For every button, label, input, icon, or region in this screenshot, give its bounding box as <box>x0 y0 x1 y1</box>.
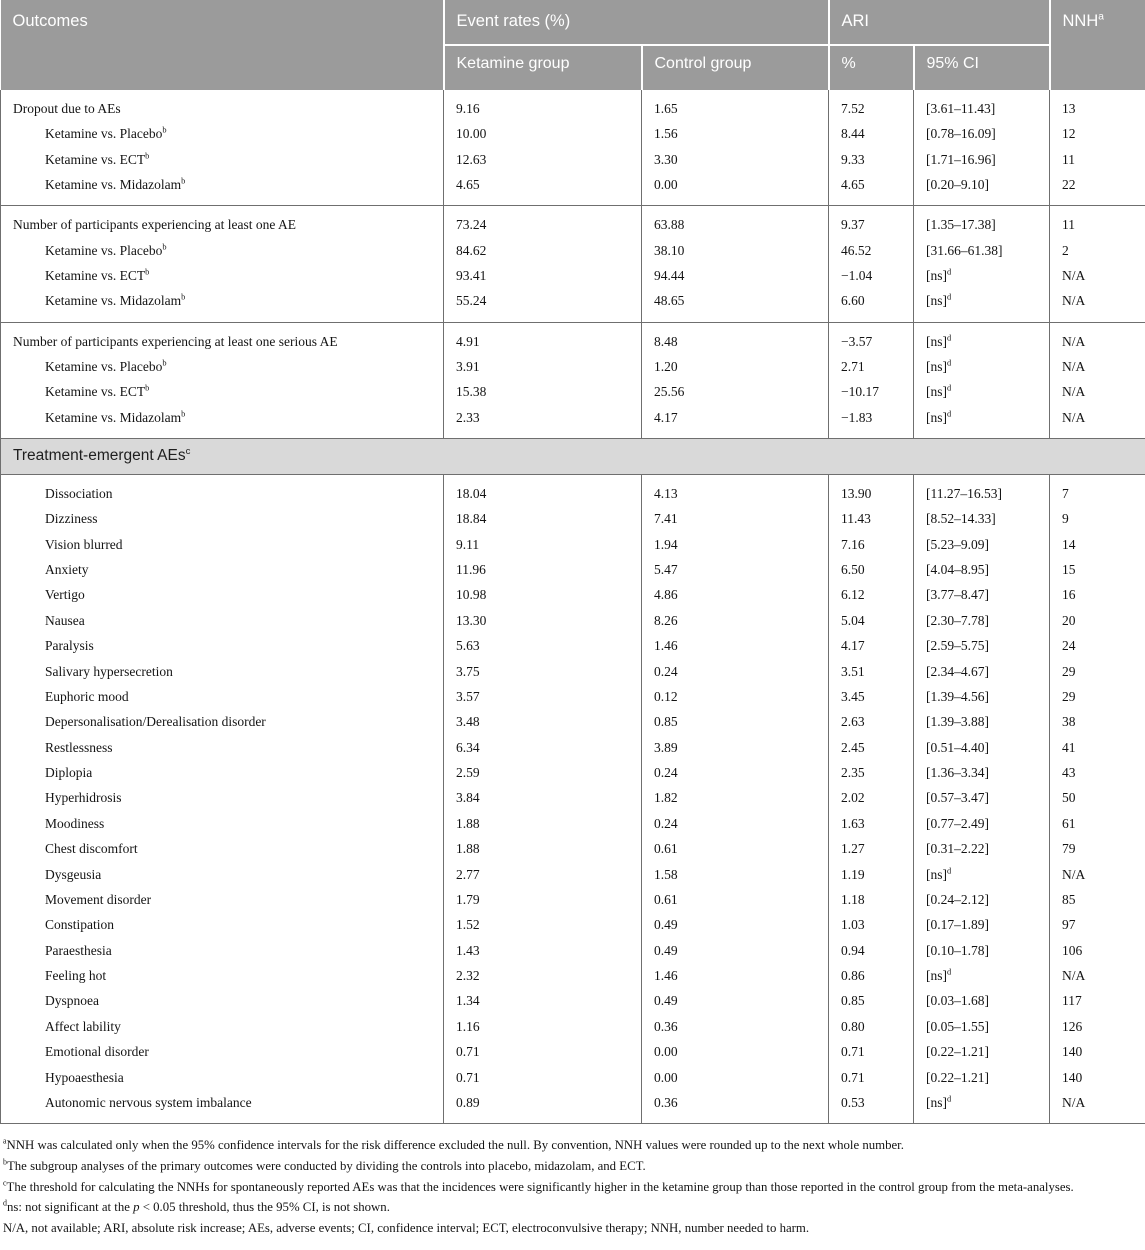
nnh-cell: 50 <box>1050 786 1145 811</box>
ari-percent-cell: 2.02 <box>829 786 914 811</box>
ci-cell: [0.31–2.22] <box>914 837 1050 862</box>
nnh-cell: N/A <box>1050 862 1145 887</box>
nnh-cell: 106 <box>1050 938 1145 963</box>
ketamine-rate-cell: 9.11 <box>444 532 642 557</box>
ci-cell: [0.05–1.55] <box>914 1014 1050 1039</box>
ketamine-rate-cell: 1.43 <box>444 938 642 963</box>
control-rate-cell: 4.13 <box>642 474 829 506</box>
outcome-label-cell: Moodiness <box>1 811 444 836</box>
table-row <box>1 122 1145 147</box>
outcome-label-cell: Ketamine vs. Placebo$^b$ <box>1 354 444 379</box>
ketamine-rate-cell: 10.00 <box>444 122 642 147</box>
ketamine-rate-cell: 2.59 <box>444 760 642 785</box>
nnh-cell: 11 <box>1050 206 1145 238</box>
control-rate-cell: 1.46 <box>642 634 829 659</box>
nnh-cell: 12 <box>1050 122 1145 147</box>
ari-percent-cell: 1.63 <box>829 811 914 836</box>
table-row <box>1 474 1145 506</box>
ci-cell: [ns]$^d$ <box>914 354 1050 379</box>
outcome-label-cell: Autonomic nervous system imbalance <box>1 1090 444 1123</box>
ari-percent-cell: 0.80 <box>829 1014 914 1039</box>
table-row <box>1 862 1145 887</box>
ketamine-rate-cell: 2.33 <box>444 405 642 438</box>
ci-cell: [8.52–14.33] <box>914 507 1050 532</box>
ci-cell: [3.61–11.43] <box>914 90 1050 122</box>
footnote: $^a$NNH was calculated only when the 95% confidence intervals for the risk difference excluded the null. By convention, NNH values were rounded up to the next whole number. <box>3 1136 904 1153</box>
ari-percent-cell: 7.16 <box>829 532 914 557</box>
ci-cell: [ns]$^d$ <box>914 405 1050 438</box>
ari-percent-cell: 3.45 <box>829 684 914 709</box>
ari-percent-cell: 1.27 <box>829 837 914 862</box>
nnh-cell: 15 <box>1050 557 1145 582</box>
ketamine-rate-cell: 4.65 <box>444 173 642 206</box>
ketamine-rate-cell: 9.16 <box>444 90 642 122</box>
outcome-label-cell: Dizziness <box>1 507 444 532</box>
ari-percent-cell: 13.90 <box>829 474 914 506</box>
ci-cell: [0.03–1.68] <box>914 989 1050 1014</box>
nnh-cell: 140 <box>1050 1040 1145 1065</box>
control-rate-cell: 4.86 <box>642 583 829 608</box>
nnh-cell: 2 <box>1050 238 1145 263</box>
table-row <box>1 90 1145 122</box>
outcome-label-cell: Constipation <box>1 913 444 938</box>
ci-cell: [1.39–4.56] <box>914 684 1050 709</box>
table-row <box>1 760 1145 785</box>
section-band <box>1 438 1145 474</box>
ari-percent-cell: −10.17 <box>829 380 914 405</box>
control-rate-cell: 1.46 <box>642 963 829 988</box>
ketamine-rate-cell: 3.84 <box>444 786 642 811</box>
footnote: $^d$ns: not significant at the p < 0.05 threshold, thus the 95% CI, is not shown. <box>3 1199 390 1215</box>
outcome-label-cell: Salivary hypersecretion <box>1 659 444 684</box>
nnh-cell: 29 <box>1050 659 1145 684</box>
ketamine-rate-cell: 1.16 <box>444 1014 642 1039</box>
col-header-event-rates: Event rates (%) <box>444 0 829 45</box>
ci-cell: [0.17–1.89] <box>914 913 1050 938</box>
nnh-cell: 11 <box>1050 147 1145 172</box>
ci-cell: [1.39–3.88] <box>914 710 1050 735</box>
ci-cell: [5.23–9.09] <box>914 532 1050 557</box>
ari-percent-cell: −1.83 <box>829 405 914 438</box>
outcome-label-cell: Movement disorder <box>1 887 444 912</box>
nnh-cell: 41 <box>1050 735 1145 760</box>
ketamine-rate-cell: 3.75 <box>444 659 642 684</box>
table-row <box>1 147 1145 172</box>
ci-cell: [ns]$^d$ <box>914 862 1050 887</box>
outcome-label-cell: Hypoaesthesia <box>1 1065 444 1090</box>
ketamine-rate-cell: 4.91 <box>444 322 642 354</box>
control-rate-cell: 94.44 <box>642 263 829 288</box>
outcome-label-cell: Paraesthesia <box>1 938 444 963</box>
ari-percent-cell: 5.04 <box>829 608 914 633</box>
section-header-treatment-emergent-aes: Treatment-emergent AEs$^c$ <box>1 438 1145 474</box>
outcome-label-cell: Ketamine vs. Midazolam$^b$ <box>1 173 444 206</box>
nnh-cell: 97 <box>1050 913 1145 938</box>
outcome-label-cell: Number of participants experiencing at least one serious AE <box>1 322 444 354</box>
ketamine-rate-cell: 6.34 <box>444 735 642 760</box>
nnh-cell: N/A <box>1050 263 1145 288</box>
ari-percent-cell: 0.71 <box>829 1040 914 1065</box>
nnh-cell: 126 <box>1050 1014 1145 1039</box>
control-rate-cell: 1.58 <box>642 862 829 887</box>
ketamine-rate-cell: 2.32 <box>444 963 642 988</box>
ci-cell: [0.51–4.40] <box>914 735 1050 760</box>
table-row <box>1 837 1145 862</box>
ci-cell: [31.66–61.38] <box>914 238 1050 263</box>
ci-cell: [0.24–2.12] <box>914 887 1050 912</box>
ari-percent-cell: 3.51 <box>829 659 914 684</box>
control-rate-cell: 0.61 <box>642 887 829 912</box>
ari-percent-cell: 4.17 <box>829 634 914 659</box>
ci-cell: [1.35–17.38] <box>914 206 1050 238</box>
ketamine-rate-cell: 0.71 <box>444 1065 642 1090</box>
ketamine-rate-cell: 0.89 <box>444 1090 642 1123</box>
control-rate-cell: 0.12 <box>642 684 829 709</box>
table-row <box>1 322 1145 354</box>
outcome-label-cell: Paralysis <box>1 634 444 659</box>
control-rate-cell: 5.47 <box>642 557 829 582</box>
ci-cell: [1.36–3.34] <box>914 760 1050 785</box>
nnh-cell: 16 <box>1050 583 1145 608</box>
outcome-label-cell: Dropout due to AEs <box>1 90 444 122</box>
ketamine-rate-cell: 3.48 <box>444 710 642 735</box>
ari-percent-cell: 2.45 <box>829 735 914 760</box>
ketamine-rate-cell: 11.96 <box>444 557 642 582</box>
ketamine-rate-cell: 13.30 <box>444 608 642 633</box>
nnh-cell: 140 <box>1050 1065 1145 1090</box>
ari-percent-cell: 0.86 <box>829 963 914 988</box>
ketamine-rate-cell: 3.91 <box>444 354 642 379</box>
ketamine-rate-cell: 84.62 <box>444 238 642 263</box>
ari-percent-cell: 9.37 <box>829 206 914 238</box>
ci-cell: [0.22–1.21] <box>914 1040 1050 1065</box>
control-rate-cell: 4.17 <box>642 405 829 438</box>
control-rate-cell: 1.82 <box>642 786 829 811</box>
ari-percent-cell: 2.35 <box>829 760 914 785</box>
outcome-group <box>1 90 1145 206</box>
control-rate-cell: 0.36 <box>642 1090 829 1123</box>
ketamine-rate-cell: 93.41 <box>444 263 642 288</box>
control-rate-cell: 7.41 <box>642 507 829 532</box>
nnh-cell: 38 <box>1050 710 1145 735</box>
table-row <box>1 532 1145 557</box>
outcome-group <box>1 206 1145 322</box>
control-rate-cell: 0.24 <box>642 811 829 836</box>
ci-cell: [ns]$^d$ <box>914 380 1050 405</box>
nnh-cell: N/A <box>1050 405 1145 438</box>
ari-percent-cell: 0.53 <box>829 1090 914 1123</box>
footnote: $^c$The threshold for calculating the NNHs for spontaneously reported AEs was that the incidences were significantly higher in the ketamine group than those reported in the control group from the meta-analyses. <box>3 1178 1074 1194</box>
outcome-label-cell: Ketamine vs. Placebo$^b$ <box>1 238 444 263</box>
table-row <box>1 354 1145 379</box>
table-row <box>1 1090 1145 1123</box>
footnote: $^b$The subgroup analyses of the primary outcomes were conducted by dividing the controls into placebo, midazolam, and ECT. <box>3 1157 646 1173</box>
outcome-label-cell: Chest discomfort <box>1 837 444 862</box>
ci-cell: [ns]$^d$ <box>914 289 1050 322</box>
ketamine-rate-cell: 0.71 <box>444 1040 642 1065</box>
table-row <box>1 634 1145 659</box>
col-header-control-group: Control group <box>642 45 829 90</box>
col-header-95ci: 95% CI <box>914 45 1050 90</box>
footnotes <box>0 1124 1145 1245</box>
ketamine-rate-cell: 18.04 <box>444 474 642 506</box>
ketamine-rate-cell: 73.24 <box>444 206 642 238</box>
col-header-ketamine-group: Ketamine group <box>444 45 642 90</box>
outcome-label-cell: Ketamine vs. Midazolam$^b$ <box>1 289 444 322</box>
control-rate-cell: 38.10 <box>642 238 829 263</box>
outcome-label-cell: Restlessness <box>1 735 444 760</box>
table-row <box>1 913 1145 938</box>
ari-percent-cell: 1.03 <box>829 913 914 938</box>
nnh-cell: 43 <box>1050 760 1145 785</box>
ketamine-rate-cell: 55.24 <box>444 289 642 322</box>
nnh-cell: 79 <box>1050 837 1145 862</box>
control-rate-cell: 0.24 <box>642 760 829 785</box>
ci-cell: [2.30–7.78] <box>914 608 1050 633</box>
control-rate-cell: 8.26 <box>642 608 829 633</box>
ketamine-rate-cell: 12.63 <box>444 147 642 172</box>
table-row <box>1 238 1145 263</box>
outcome-label-cell: Dissociation <box>1 474 444 506</box>
col-header-outcomes: Outcomes <box>1 0 444 90</box>
ketamine-rate-cell: 5.63 <box>444 634 642 659</box>
ci-cell: [ns]$^d$ <box>914 263 1050 288</box>
nnh-cell: N/A <box>1050 963 1145 988</box>
control-rate-cell: 1.20 <box>642 354 829 379</box>
control-rate-cell: 0.00 <box>642 1040 829 1065</box>
table-row <box>1 1040 1145 1065</box>
nnh-superscript: a <box>1098 11 1104 23</box>
outcome-label-cell: Euphoric mood <box>1 684 444 709</box>
ari-percent-cell: 2.71 <box>829 354 914 379</box>
ae-group <box>1 474 1145 1123</box>
table-row <box>1 659 1145 684</box>
table-row <box>1 735 1145 760</box>
control-rate-cell: 48.65 <box>642 289 829 322</box>
ketamine-rate-cell: 10.98 <box>444 583 642 608</box>
control-rate-cell: 3.30 <box>642 147 829 172</box>
ci-cell: [ns]$^d$ <box>914 1090 1050 1123</box>
table-row <box>1 684 1145 709</box>
nnh-cell: 61 <box>1050 811 1145 836</box>
outcome-label-cell: Emotional disorder <box>1 1040 444 1065</box>
nnh-cell: 117 <box>1050 989 1145 1014</box>
nnh-cell: 24 <box>1050 634 1145 659</box>
ari-percent-cell: 0.94 <box>829 938 914 963</box>
ari-percent-cell: 6.12 <box>829 583 914 608</box>
nnh-cell: 9 <box>1050 507 1145 532</box>
control-rate-cell: 0.61 <box>642 837 829 862</box>
ci-cell: [3.77–8.47] <box>914 583 1050 608</box>
ci-cell: [ns]$^d$ <box>914 963 1050 988</box>
ci-cell: [4.04–8.95] <box>914 557 1050 582</box>
ari-percent-cell: 6.60 <box>829 289 914 322</box>
outcome-label-cell: Ketamine vs. ECT$^b$ <box>1 380 444 405</box>
col-header-nnh <box>1050 0 1145 90</box>
nnh-cell: 29 <box>1050 684 1145 709</box>
ci-cell: [2.59–5.75] <box>914 634 1050 659</box>
outcome-label-cell: Ketamine vs. Midazolam$^b$ <box>1 405 444 438</box>
ari-percent-cell: 2.63 <box>829 710 914 735</box>
control-rate-cell: 0.49 <box>642 989 829 1014</box>
outcome-label-cell: Ketamine vs. ECT$^b$ <box>1 263 444 288</box>
ketamine-rate-cell: 3.57 <box>444 684 642 709</box>
nnh-label: NNH <box>1062 12 1099 30</box>
table-header <box>1 0 1145 90</box>
table-row <box>1 963 1145 988</box>
control-rate-cell: 0.49 <box>642 913 829 938</box>
nnh-cell: 22 <box>1050 173 1145 206</box>
control-rate-cell: 0.85 <box>642 710 829 735</box>
outcome-label-cell: Vision blurred <box>1 532 444 557</box>
control-rate-cell: 1.65 <box>642 90 829 122</box>
ci-cell: [2.34–4.67] <box>914 659 1050 684</box>
control-rate-cell: 0.00 <box>642 173 829 206</box>
control-rate-cell: 0.24 <box>642 659 829 684</box>
ari-percent-cell: 6.50 <box>829 557 914 582</box>
ari-percent-cell: 1.18 <box>829 887 914 912</box>
ketamine-rate-cell: 1.88 <box>444 837 642 862</box>
nnh-cell: 20 <box>1050 608 1145 633</box>
control-rate-cell: 1.56 <box>642 122 829 147</box>
ci-cell: [ns]$^d$ <box>914 322 1050 354</box>
outcome-label-cell: Affect lability <box>1 1014 444 1039</box>
ci-cell: [0.22–1.21] <box>914 1065 1050 1090</box>
table-row <box>1 583 1145 608</box>
table-row <box>1 710 1145 735</box>
outcome-label-cell: Nausea <box>1 608 444 633</box>
outcome-label-cell: Depersonalisation/Derealisation disorder <box>1 710 444 735</box>
table-row <box>1 811 1145 836</box>
control-rate-cell: 0.00 <box>642 1065 829 1090</box>
ci-cell: [0.10–1.78] <box>914 938 1050 963</box>
ketamine-rate-cell: 1.52 <box>444 913 642 938</box>
table-row <box>1 173 1145 206</box>
ci-cell: [0.20–9.10] <box>914 173 1050 206</box>
nnh-cell: N/A <box>1050 289 1145 322</box>
outcome-label-cell: Dysgeusia <box>1 862 444 887</box>
col-header-ari: ARI <box>829 0 1050 45</box>
table-row <box>1 380 1145 405</box>
ketamine-rate-cell: 1.79 <box>444 887 642 912</box>
ari-percent-cell: 0.71 <box>829 1065 914 1090</box>
ari-percent-cell: −3.57 <box>829 322 914 354</box>
table-row <box>1 405 1145 438</box>
outcome-label-cell: Dyspnoea <box>1 989 444 1014</box>
nnh-cell: 85 <box>1050 887 1145 912</box>
outcome-group <box>1 322 1145 438</box>
ketamine-rate-cell: 15.38 <box>444 380 642 405</box>
nnh-cell: 14 <box>1050 532 1145 557</box>
outcome-label-cell: Number of participants experiencing at least one AE <box>1 206 444 238</box>
table-row <box>1 887 1145 912</box>
control-rate-cell: 8.48 <box>642 322 829 354</box>
footnote: N/A, not available; ARI, absolute risk increase; AEs, adverse events; CI, confidence interval; ECT, electroconvulsive therapy; NNH, number needed to harm. <box>3 1221 810 1235</box>
control-rate-cell: 0.49 <box>642 938 829 963</box>
nnh-cell: N/A <box>1050 322 1145 354</box>
table-row <box>1 557 1145 582</box>
ari-percent-cell: −1.04 <box>829 263 914 288</box>
ci-cell: [0.77–2.49] <box>914 811 1050 836</box>
ci-cell: [1.71–16.96] <box>914 147 1050 172</box>
ketamine-rate-cell: 1.34 <box>444 989 642 1014</box>
col-header-ari-percent: % <box>829 45 914 90</box>
control-rate-cell: 1.94 <box>642 532 829 557</box>
outcome-label-cell: Ketamine vs. ECT$^b$ <box>1 147 444 172</box>
ari-percent-cell: 11.43 <box>829 507 914 532</box>
outcome-label-cell: Diplopia <box>1 760 444 785</box>
ketamine-rate-cell: 18.84 <box>444 507 642 532</box>
ari-percent-cell: 9.33 <box>829 147 914 172</box>
table-row <box>1 786 1145 811</box>
ari-percent-cell: 4.65 <box>829 173 914 206</box>
nnh-cell: 13 <box>1050 90 1145 122</box>
outcome-label-cell: Hyperhidrosis <box>1 786 444 811</box>
control-rate-cell: 63.88 <box>642 206 829 238</box>
control-rate-cell: 25.56 <box>642 380 829 405</box>
table-row <box>1 263 1145 288</box>
table-row <box>1 1065 1145 1090</box>
table-row <box>1 938 1145 963</box>
table-row <box>1 289 1145 322</box>
ci-cell: [0.57–3.47] <box>914 786 1050 811</box>
outcome-label-cell: Ketamine vs. Placebo$^b$ <box>1 122 444 147</box>
nnh-cell: N/A <box>1050 1090 1145 1123</box>
ci-cell: [11.27–16.53] <box>914 474 1050 506</box>
table-row <box>1 507 1145 532</box>
ketamine-rate-cell: 1.88 <box>444 811 642 836</box>
ari-percent-cell: 1.19 <box>829 862 914 887</box>
ari-percent-cell: 0.85 <box>829 989 914 1014</box>
ari-percent-cell: 46.52 <box>829 238 914 263</box>
table-row <box>1 989 1145 1014</box>
ari-percent-cell: 8.44 <box>829 122 914 147</box>
ari-percent-cell: 7.52 <box>829 90 914 122</box>
outcome-label-cell: Feeling hot <box>1 963 444 988</box>
control-rate-cell: 0.36 <box>642 1014 829 1039</box>
ci-cell: [0.78–16.09] <box>914 122 1050 147</box>
table-row <box>1 608 1145 633</box>
nnh-cell: N/A <box>1050 354 1145 379</box>
nnh-cell: 7 <box>1050 474 1145 506</box>
control-rate-cell: 3.89 <box>642 735 829 760</box>
table-row <box>1 1014 1145 1039</box>
outcome-label-cell: Vertigo <box>1 583 444 608</box>
nnh-cell: N/A <box>1050 380 1145 405</box>
ketamine-rate-cell: 2.77 <box>444 862 642 887</box>
outcome-label-cell: Anxiety <box>1 557 444 582</box>
table-row <box>1 206 1145 238</box>
